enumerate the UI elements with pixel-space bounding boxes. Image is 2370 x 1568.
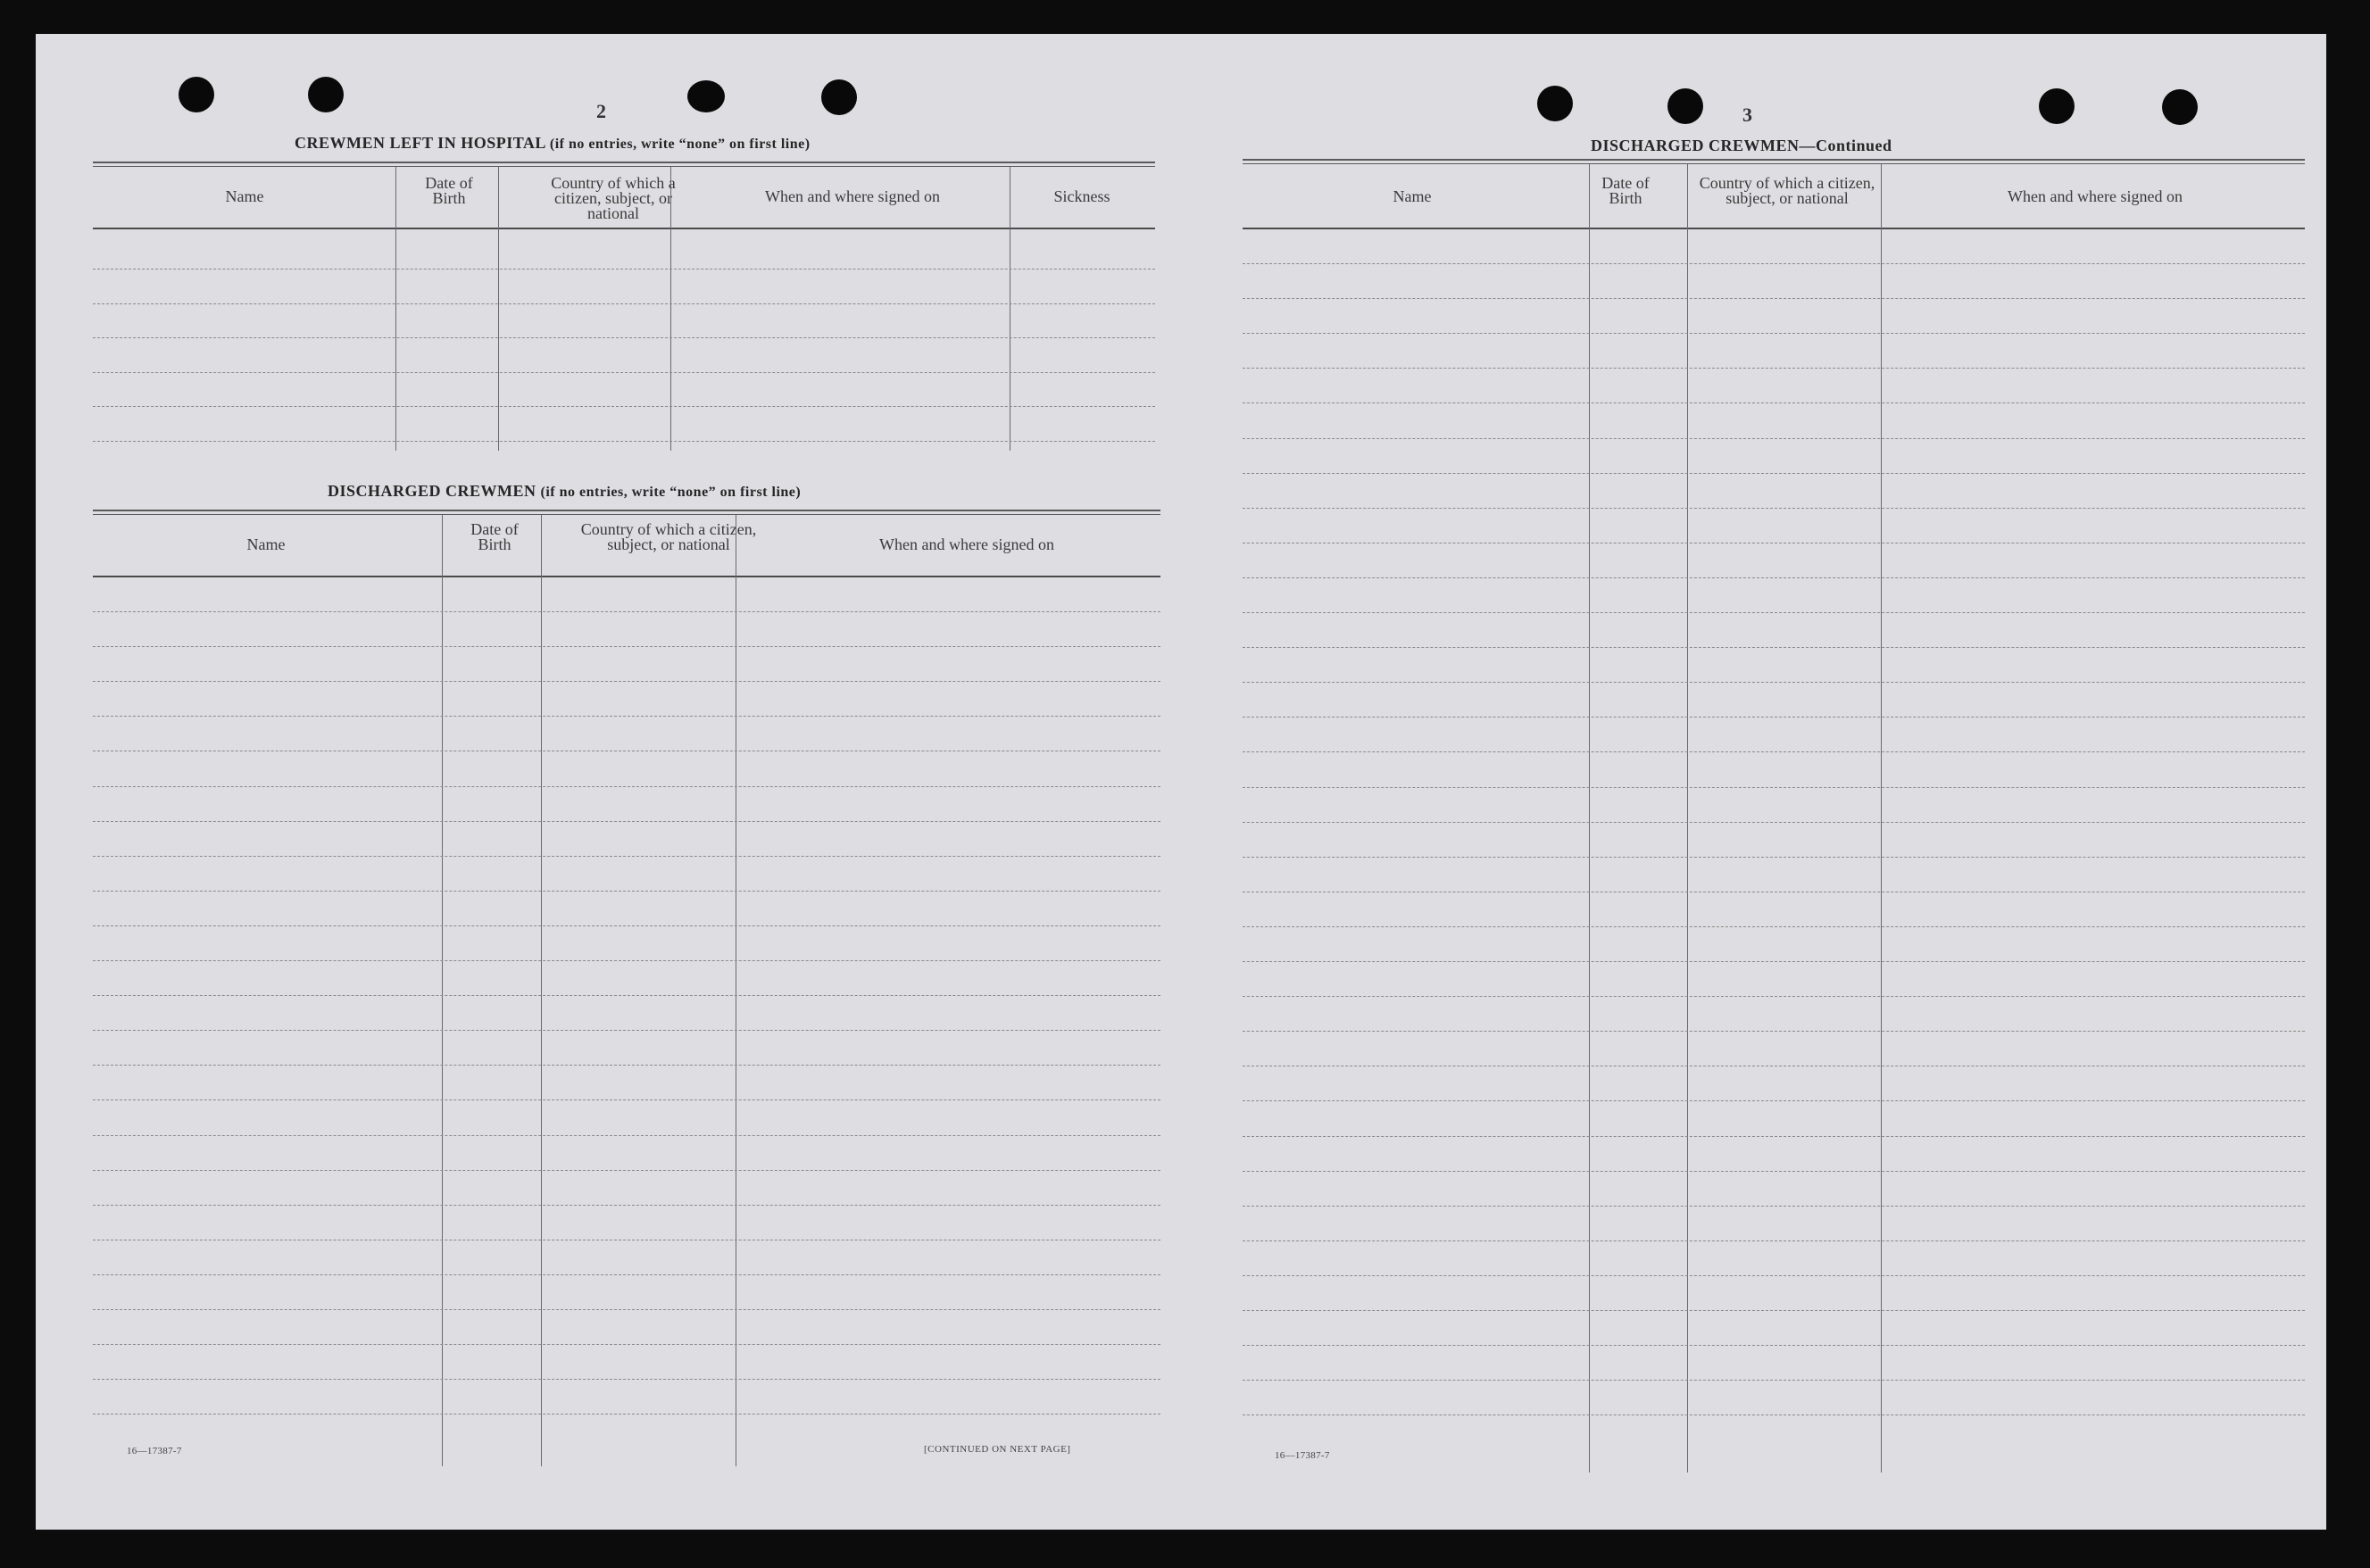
entry-row-line	[93, 1309, 1160, 1310]
table-top-rule	[93, 510, 1160, 515]
entry-row-line	[93, 1274, 1160, 1275]
entry-row-line	[93, 1170, 1160, 1171]
col-header-date-of-birth: Date of Birth	[1601, 174, 1650, 207]
entry-row-line	[93, 372, 1155, 373]
hospital-title-text: CREWMEN LEFT IN HOSPITAL	[295, 134, 545, 152]
punch-hole	[1537, 86, 1573, 121]
entry-row-line	[1243, 263, 2305, 264]
entry-row-line	[1243, 473, 2305, 474]
entry-row-line	[93, 1065, 1160, 1066]
entry-row-line	[93, 1030, 1160, 1031]
column-divider	[1881, 164, 1882, 1473]
entry-row-line	[93, 611, 1160, 612]
table-top-rule	[1243, 159, 2305, 164]
entry-row-line	[1243, 926, 2305, 927]
header-bottom-rule	[93, 228, 1155, 229]
entry-row-line	[93, 1414, 1160, 1415]
table-top-rule	[93, 162, 1155, 167]
entry-row-line	[1243, 1136, 2305, 1137]
entry-row-line	[93, 891, 1160, 892]
entry-row-line	[1243, 1310, 2305, 1311]
entry-row-line	[1243, 996, 2305, 997]
entry-row-line	[1243, 1380, 2305, 1381]
entry-row-line	[1243, 647, 2305, 648]
continued-note: [CONTINUED ON NEXT PAGE]	[924, 1444, 1071, 1455]
discharged-section-title	[328, 482, 801, 501]
entry-row-line	[1243, 333, 2305, 334]
entry-row-line	[93, 269, 1155, 270]
discharged-table	[93, 510, 1160, 1466]
col-header-date-of-birth: Date of Birth	[470, 520, 519, 553]
entry-row-line	[93, 1135, 1160, 1136]
entry-row-line	[1243, 857, 2305, 858]
entry-row-line	[1243, 1275, 2305, 1276]
form-code-right: 16—17387-7	[1275, 1450, 1330, 1461]
column-divider	[498, 167, 499, 451]
discharged-continued-title: DISCHARGED CREWMEN—Continued	[1591, 137, 1892, 154]
col-header-when-where: When and where signed on	[2008, 187, 2183, 205]
entry-row-line	[1243, 577, 2305, 578]
entry-row-line	[1243, 1206, 2305, 1207]
entry-row-line	[1243, 751, 2305, 752]
col-header-sickness: Sickness	[1053, 187, 1110, 205]
column-divider	[670, 167, 671, 451]
col-header-date-of-birth: Date of Birth	[425, 174, 473, 207]
entry-row-line	[1243, 682, 2305, 683]
entry-row-line	[1243, 1345, 2305, 1346]
entry-row-line	[93, 303, 1155, 304]
entry-row-line	[93, 681, 1160, 682]
col-header-when-where: When and where signed on	[879, 535, 1054, 553]
punch-hole	[687, 80, 725, 112]
col-header-country: Country of which a citizen, subject, or national	[551, 174, 676, 222]
entry-row-line	[93, 821, 1160, 822]
entry-row-line	[93, 1205, 1160, 1206]
header-bottom-rule	[1243, 228, 2305, 229]
entry-row-line	[93, 786, 1160, 787]
col-header-country: Country of which a citizen, subject, or national	[1699, 174, 1875, 207]
entry-row-line	[1243, 1240, 2305, 1241]
form-code-left: 16—17387-7	[127, 1446, 182, 1456]
entry-row-line	[1243, 1100, 2305, 1101]
entry-row-line	[1243, 1171, 2305, 1172]
entry-row-line	[93, 1344, 1160, 1345]
page-number-right: 3	[1742, 104, 1752, 126]
discharged-continued-table	[1243, 159, 2305, 1474]
punch-hole	[179, 77, 214, 112]
column-divider	[1589, 164, 1590, 1473]
entry-row-line	[93, 995, 1160, 996]
column-divider	[395, 167, 396, 451]
entry-row-line	[93, 406, 1155, 407]
entry-row-line	[1243, 717, 2305, 718]
entry-row-line	[93, 646, 1160, 647]
form-sheet	[36, 34, 2326, 1530]
hospital-section-title	[295, 134, 811, 153]
hospital-instruction: (if no entries, write “none” on first line)	[549, 137, 811, 152]
column-divider	[1687, 164, 1688, 1473]
column-divider	[442, 515, 443, 1466]
entry-row-line	[1243, 508, 2305, 509]
entry-row-line	[93, 337, 1155, 338]
punch-hole	[1667, 88, 1703, 124]
discharged-title-text: DISCHARGED CREWMEN	[328, 482, 536, 500]
col-header-name: Name	[1393, 187, 1432, 205]
punch-hole	[2162, 89, 2198, 125]
header-bottom-rule	[93, 576, 1160, 577]
hospital-table	[93, 162, 1155, 452]
page-number-left: 2	[596, 100, 606, 122]
entry-row-line	[1243, 961, 2305, 962]
entry-row-line	[1243, 298, 2305, 299]
entry-row-line	[1243, 822, 2305, 823]
entry-row-line	[93, 441, 1155, 442]
punch-hole	[821, 79, 857, 115]
entry-row-line	[1243, 438, 2305, 439]
entry-row-line	[1243, 402, 2305, 403]
entry-row-line	[93, 925, 1160, 926]
entry-row-line	[1243, 787, 2305, 788]
col-header-name: Name	[225, 187, 264, 205]
entry-row-line	[1243, 368, 2305, 369]
col-header-when-where: When and where signed on	[765, 187, 940, 205]
col-header-country: Country of which a citizen, subject, or national	[580, 520, 757, 553]
discharged-instruction: (if no entries, write “none” on first line)	[540, 485, 802, 500]
entry-row-line	[93, 856, 1160, 857]
column-divider	[541, 515, 542, 1466]
entry-row-line	[93, 1099, 1160, 1100]
col-header-name: Name	[246, 535, 286, 553]
entry-row-line	[93, 960, 1160, 961]
entry-row-line	[93, 716, 1160, 717]
punch-hole	[2039, 88, 2075, 124]
entry-row-line	[1243, 612, 2305, 613]
entry-row-line	[1243, 1031, 2305, 1032]
punch-hole	[308, 77, 344, 112]
entry-row-line	[93, 1379, 1160, 1380]
